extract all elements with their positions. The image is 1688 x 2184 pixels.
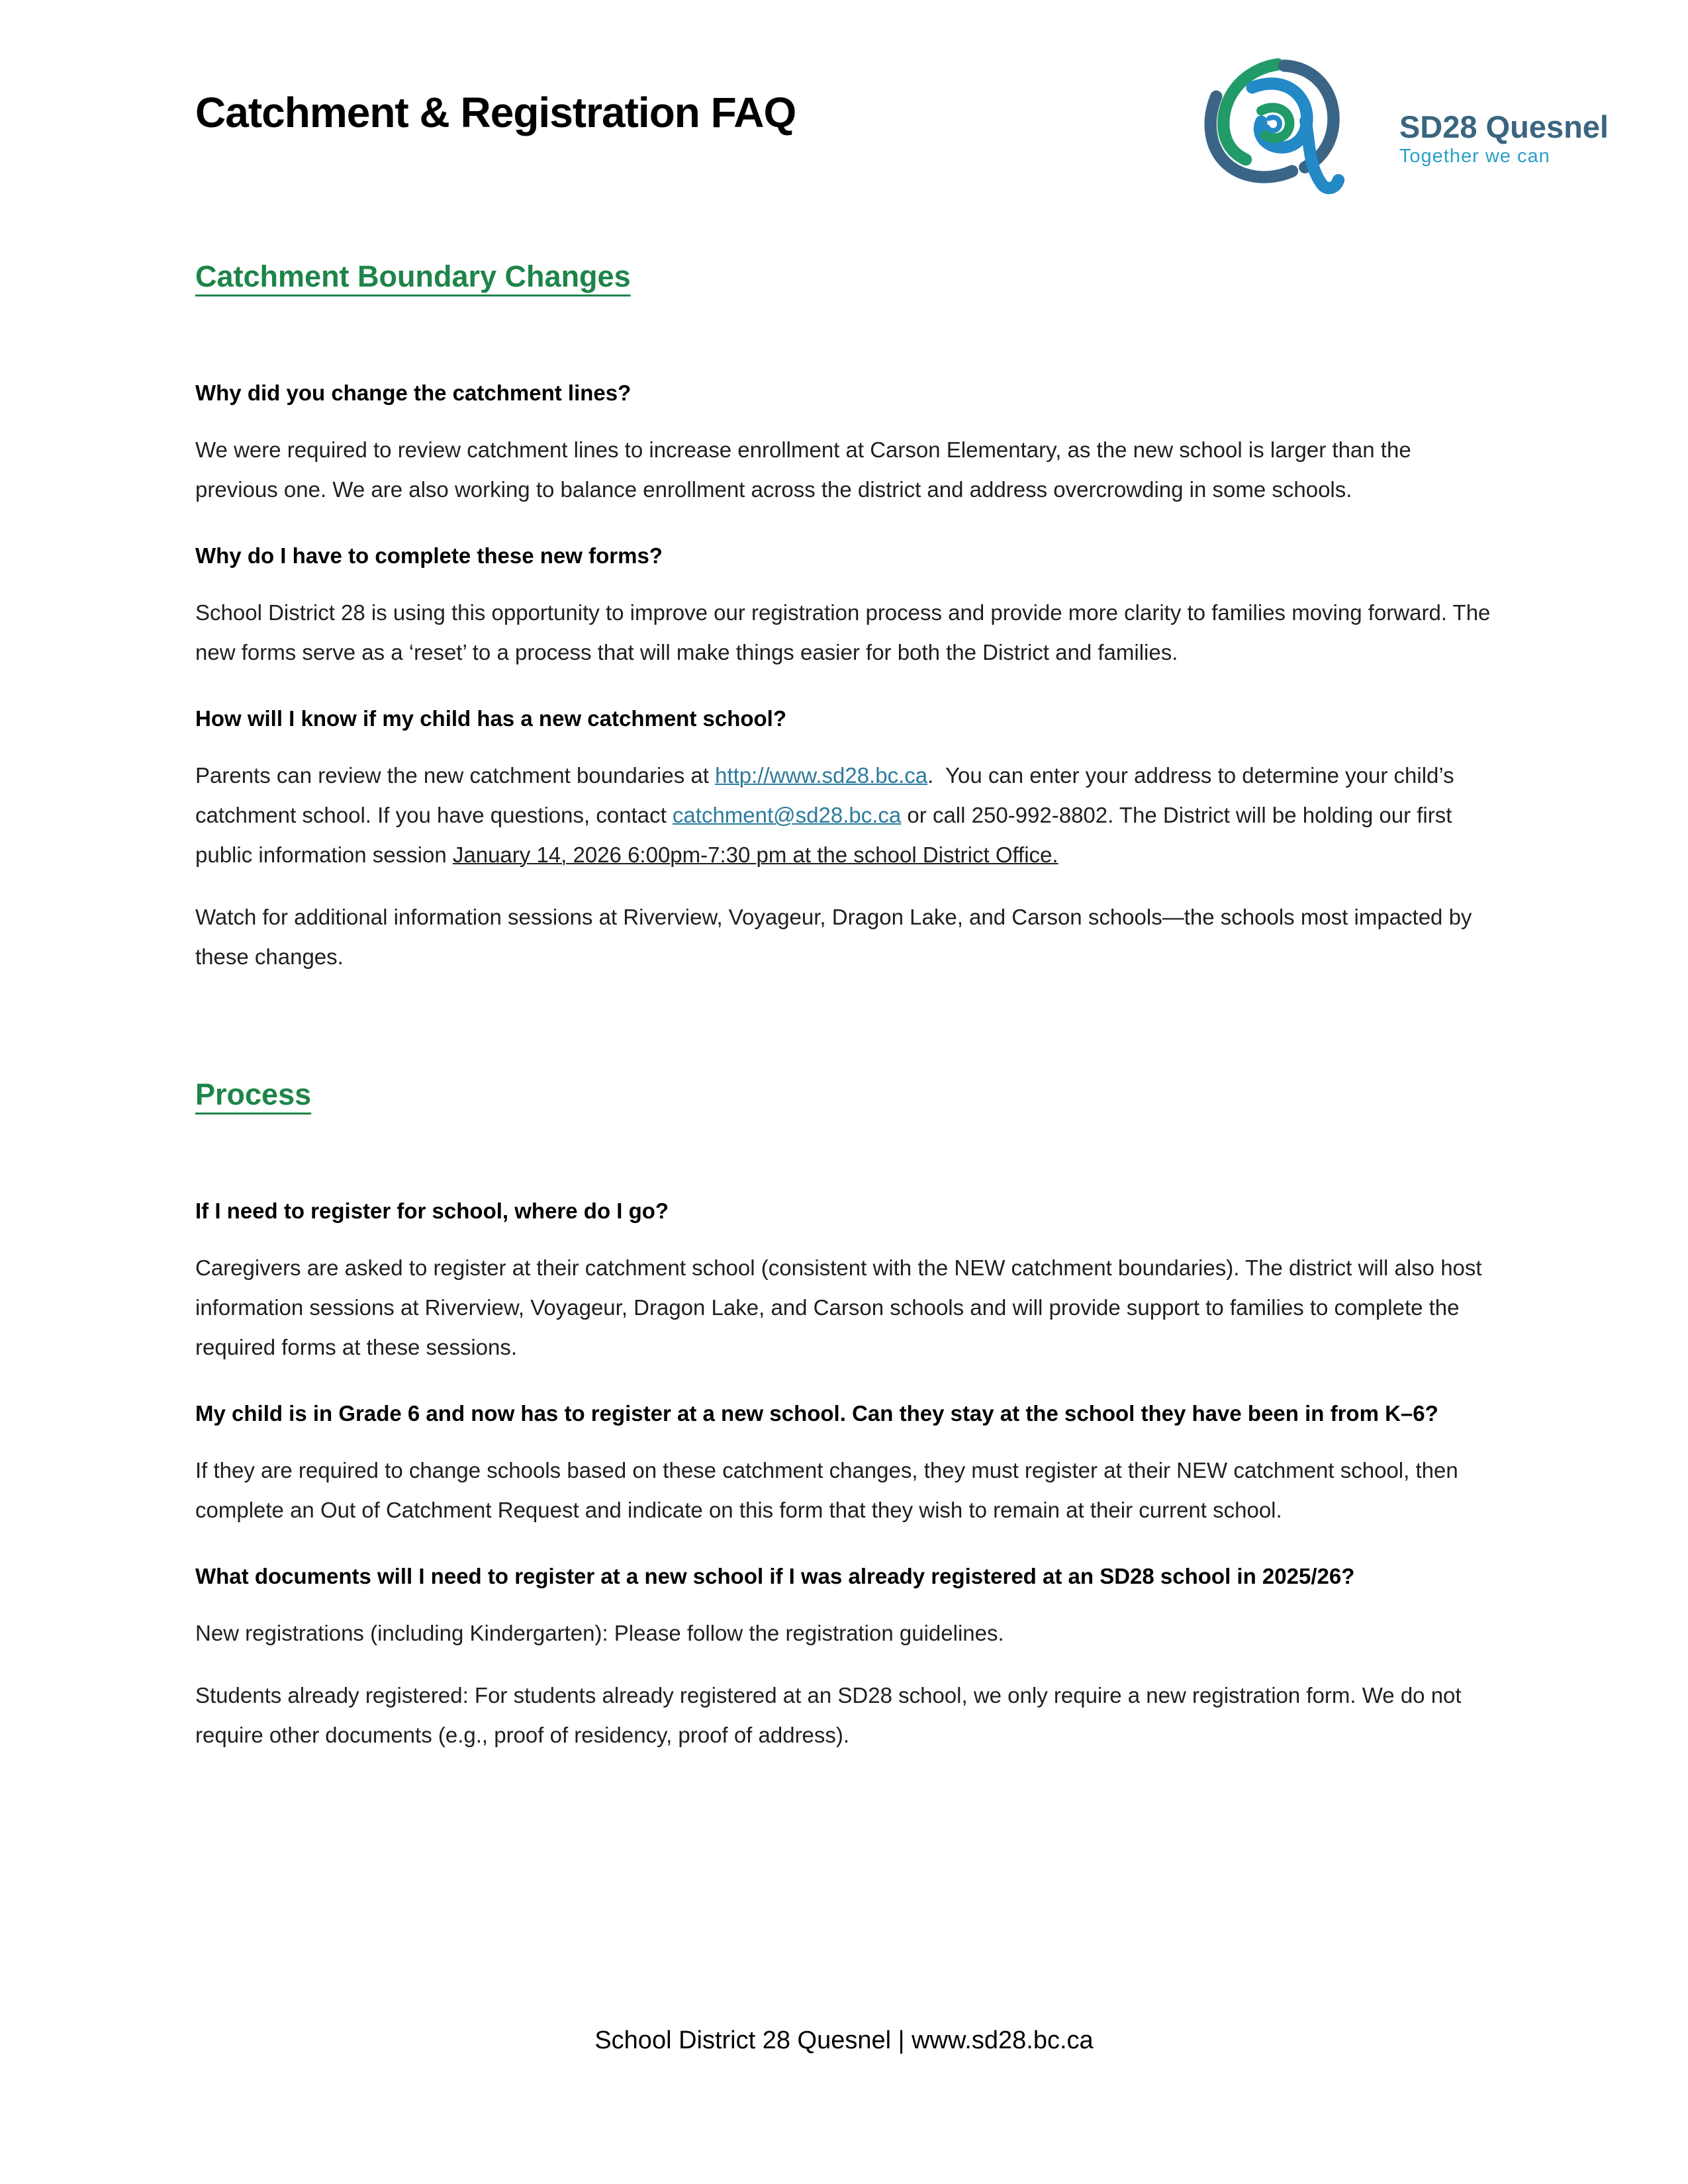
logo-text-block — [1399, 110, 1609, 168]
page-title: Catchment & Registration FAQ — [195, 89, 796, 136]
section-heading-process: Process — [195, 1077, 312, 1111]
answer-segment: or call 250-992-8802. The District will be holding our first public information session — [195, 803, 1458, 867]
question-grade6-stay: My child is in Grade 6 and now has to register at a new school. Can they stay at the school they have been in from K–6? — [195, 1401, 1438, 1426]
info-session-date-underlined: January 14, 2026 6:00pm-7:30 pm at the school District Office. — [452, 842, 1058, 867]
answer-new-registrations: New registrations (including Kindergarten): Please follow the registration guidelines. — [195, 1621, 1004, 1645]
answer-change-catchment-lines: We were required to review catchment lines to increase enrollment at Carson Elementary, as the new school is larger than the previous one. We are also working to balance enrollment across the district and address overcrowding in some schools. — [195, 437, 1417, 502]
link-sd28-website[interactable]: http://www.sd28.bc.ca — [715, 763, 928, 788]
page-footer: School District 28 Quesnel | www.sd28.bc.ca — [594, 2026, 1094, 2054]
answer-where-to-register: Caregivers are asked to register at their catchment school (consistent with the NEW catchment boundaries). The district will also host information sessions at Riverview, Voyageur, Dragon Lake, and Carson schools and will provide support to families to complete the required forms at these sessions. — [195, 1255, 1488, 1359]
link-catchment-email[interactable]: catchment@sd28.bc.ca — [672, 803, 902, 827]
question-change-catchment-lines: Why did you change the catchment lines? — [195, 381, 632, 405]
answer-students-already-registered: Students already registered: For students already registered at an SD28 school, we only require a new registration form. We do not require other documents (e.g., proof of residency, proof of address). — [195, 1683, 1468, 1747]
answer-complete-new-forms: School District 28 is using this opportunity to improve our registration process and provide more clarity to families moving forward. The new forms serve as a ‘reset’ to a process that will make things easier for both the District and families. — [195, 600, 1497, 664]
answer-grade6-stay: If they are required to change schools based on these catchment changes, they must register at their NEW catchment school, then complete an Out of Catchment Request and indicate on this form that they wish to remain at their current school. — [195, 1458, 1464, 1522]
logo-org-name: SD28 Quesnel — [1399, 109, 1609, 144]
document-header — [195, 87, 1609, 167]
question-complete-new-forms: Why do I have to complete these new forms? — [195, 543, 663, 568]
sd28-logo — [1192, 49, 1609, 229]
question-documents-needed: What documents will I need to register at a new school if I was already registered at an SD28 school in 2025/26? — [195, 1564, 1355, 1588]
logo-tagline: Together we can — [1399, 146, 1550, 167]
answer-watch-additional-sessions: Watch for additional information sessions at Riverview, Voyageur, Dragon Lake, and Carson schools—the schools most impacted by these changes. — [195, 905, 1478, 969]
sd28-spiral-logo-icon — [1192, 49, 1390, 229]
answer-segment: . You can enter your address to determine your child’s catchment school. If you have questions, contact — [195, 763, 1460, 827]
question-new-catchment-school: How will I know if my child has a new catchment school? — [195, 706, 786, 731]
question-where-to-register: If I need to register for school, where do I go? — [195, 1199, 669, 1223]
answer-segment: Parents can review the new catchment boundaries at — [195, 763, 716, 788]
answer-new-catchment-school — [195, 756, 1493, 875]
section-heading-catchment-boundary-changes: Catchment Boundary Changes — [195, 259, 631, 293]
